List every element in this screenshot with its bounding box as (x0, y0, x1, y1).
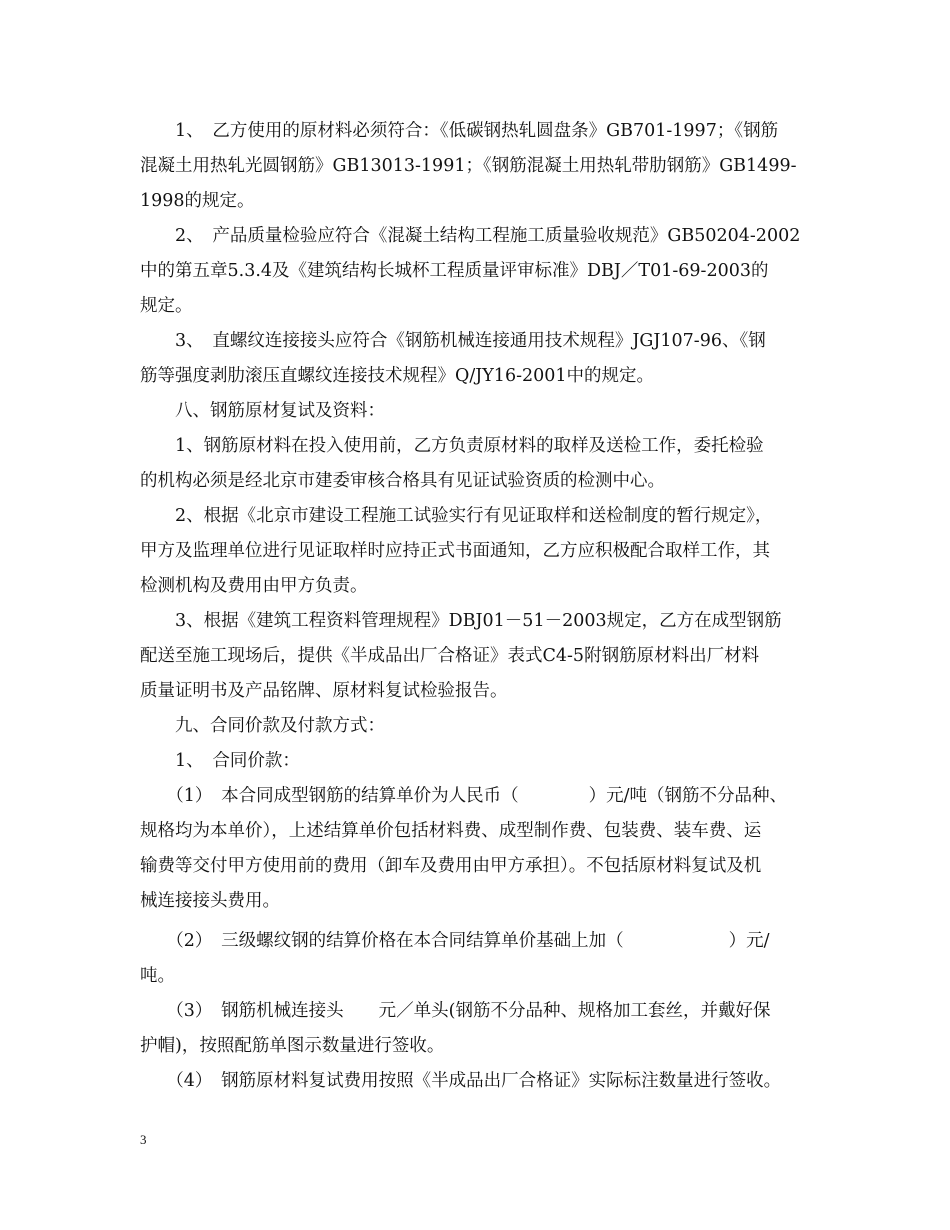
text-line: 护帽)，按照配筋单图示数量进行签收。 (140, 1036, 445, 1056)
text-line: 检测机构及费用由甲方负责。 (140, 576, 368, 596)
text-line: 的机构必须是经北京市建委审核合格具有见证试验资质的检测中心。 (140, 471, 665, 491)
text-line: 3、 直螺纹连接接头应符合《钢筋机械连接通用技术规程》JGJ107-96、《钢 (140, 331, 766, 351)
text-line: 规格均为本单价），上述结算单价包括材料费、成型制作费、包装费、装车费、运 (140, 821, 762, 841)
text-line: 2、根据《北京市建设工程施工试验实行有见证取样和送检制度的暂行规定》， (140, 506, 773, 526)
text-line: 甲方及监理单位进行见证取样时应持正式书面通知，乙方应积极配合取样工作，其 (140, 541, 770, 561)
text-line: 1、钢筋原材料在投入使用前，乙方负责原材料的取样及送检工作，委托检验 (140, 436, 764, 456)
text-line: 筋等强度剥肋滚压直螺纹连接技术规程》Q/JY16-2001中的规定。 (140, 366, 655, 386)
text-line: 规定。 (140, 296, 193, 316)
text-line: 械连接接头费用。 (140, 891, 280, 911)
text-line: 吨。 (140, 966, 175, 986)
text-line: 中的第五章5.3.4及《建筑结构长城杯工程质量评审标准》DBJ／T01-69-2003的 (140, 261, 769, 281)
text-line: 质量证明书及产品铭牌、原材料复试检验报告。 (140, 681, 508, 701)
text-line: 1998的规定。 (140, 191, 255, 211)
text-line: 2、 产品质量检验应符合《混凝土结构工程施工质量验收规范》GB50204-2002 (140, 226, 801, 246)
text-line: 1、 乙方使用的原材料必须符合：《低碳钢热轧圆盘条》GB701-1997；《钢筋 (140, 121, 779, 141)
text-line: （4） 钢筋原材料复试费用按照《半成品出厂合格证》实际标注数量进行签收。 (140, 1071, 782, 1091)
text-line: 3、根据《建筑工程资料管理规程》DBJ01－51－2003规定，乙方在成型钢筋 (140, 611, 782, 631)
text-line: 输费等交付甲方使用前的费用（卸车及费用由甲方承担）。不包括原材料复试及机 (140, 856, 762, 876)
text-line: 1、 合同价款： (140, 751, 300, 771)
text-line: （1） 本合同成型钢筋的结算单价为人民币（ ）元/吨（钢筋不分品种、 (140, 786, 788, 806)
page-number: 3 (140, 1132, 147, 1147)
text-line: 配送至施工现场后，提供《半成品出厂合格证》表式C4-5附钢筋原材料出厂材料 (140, 646, 760, 666)
text-line: 混凝土用热轧光圆钢筋》GB13013-1991；《钢筋混凝土用热轧带肋钢筋》GB1499- (140, 156, 797, 176)
section-heading: 八、钢筋原材复试及资料： (140, 401, 385, 421)
text-line: （3） 钢筋机械连接头 元／单头(钢筋不分品种、规格加工套丝，并戴好保 (140, 1001, 771, 1021)
section-heading: 九、合同价款及付款方式： (140, 716, 385, 736)
text-line: （2） 三级螺纹钢的结算价格在本合同结算单价基础上加（ ）元/ (140, 931, 770, 951)
